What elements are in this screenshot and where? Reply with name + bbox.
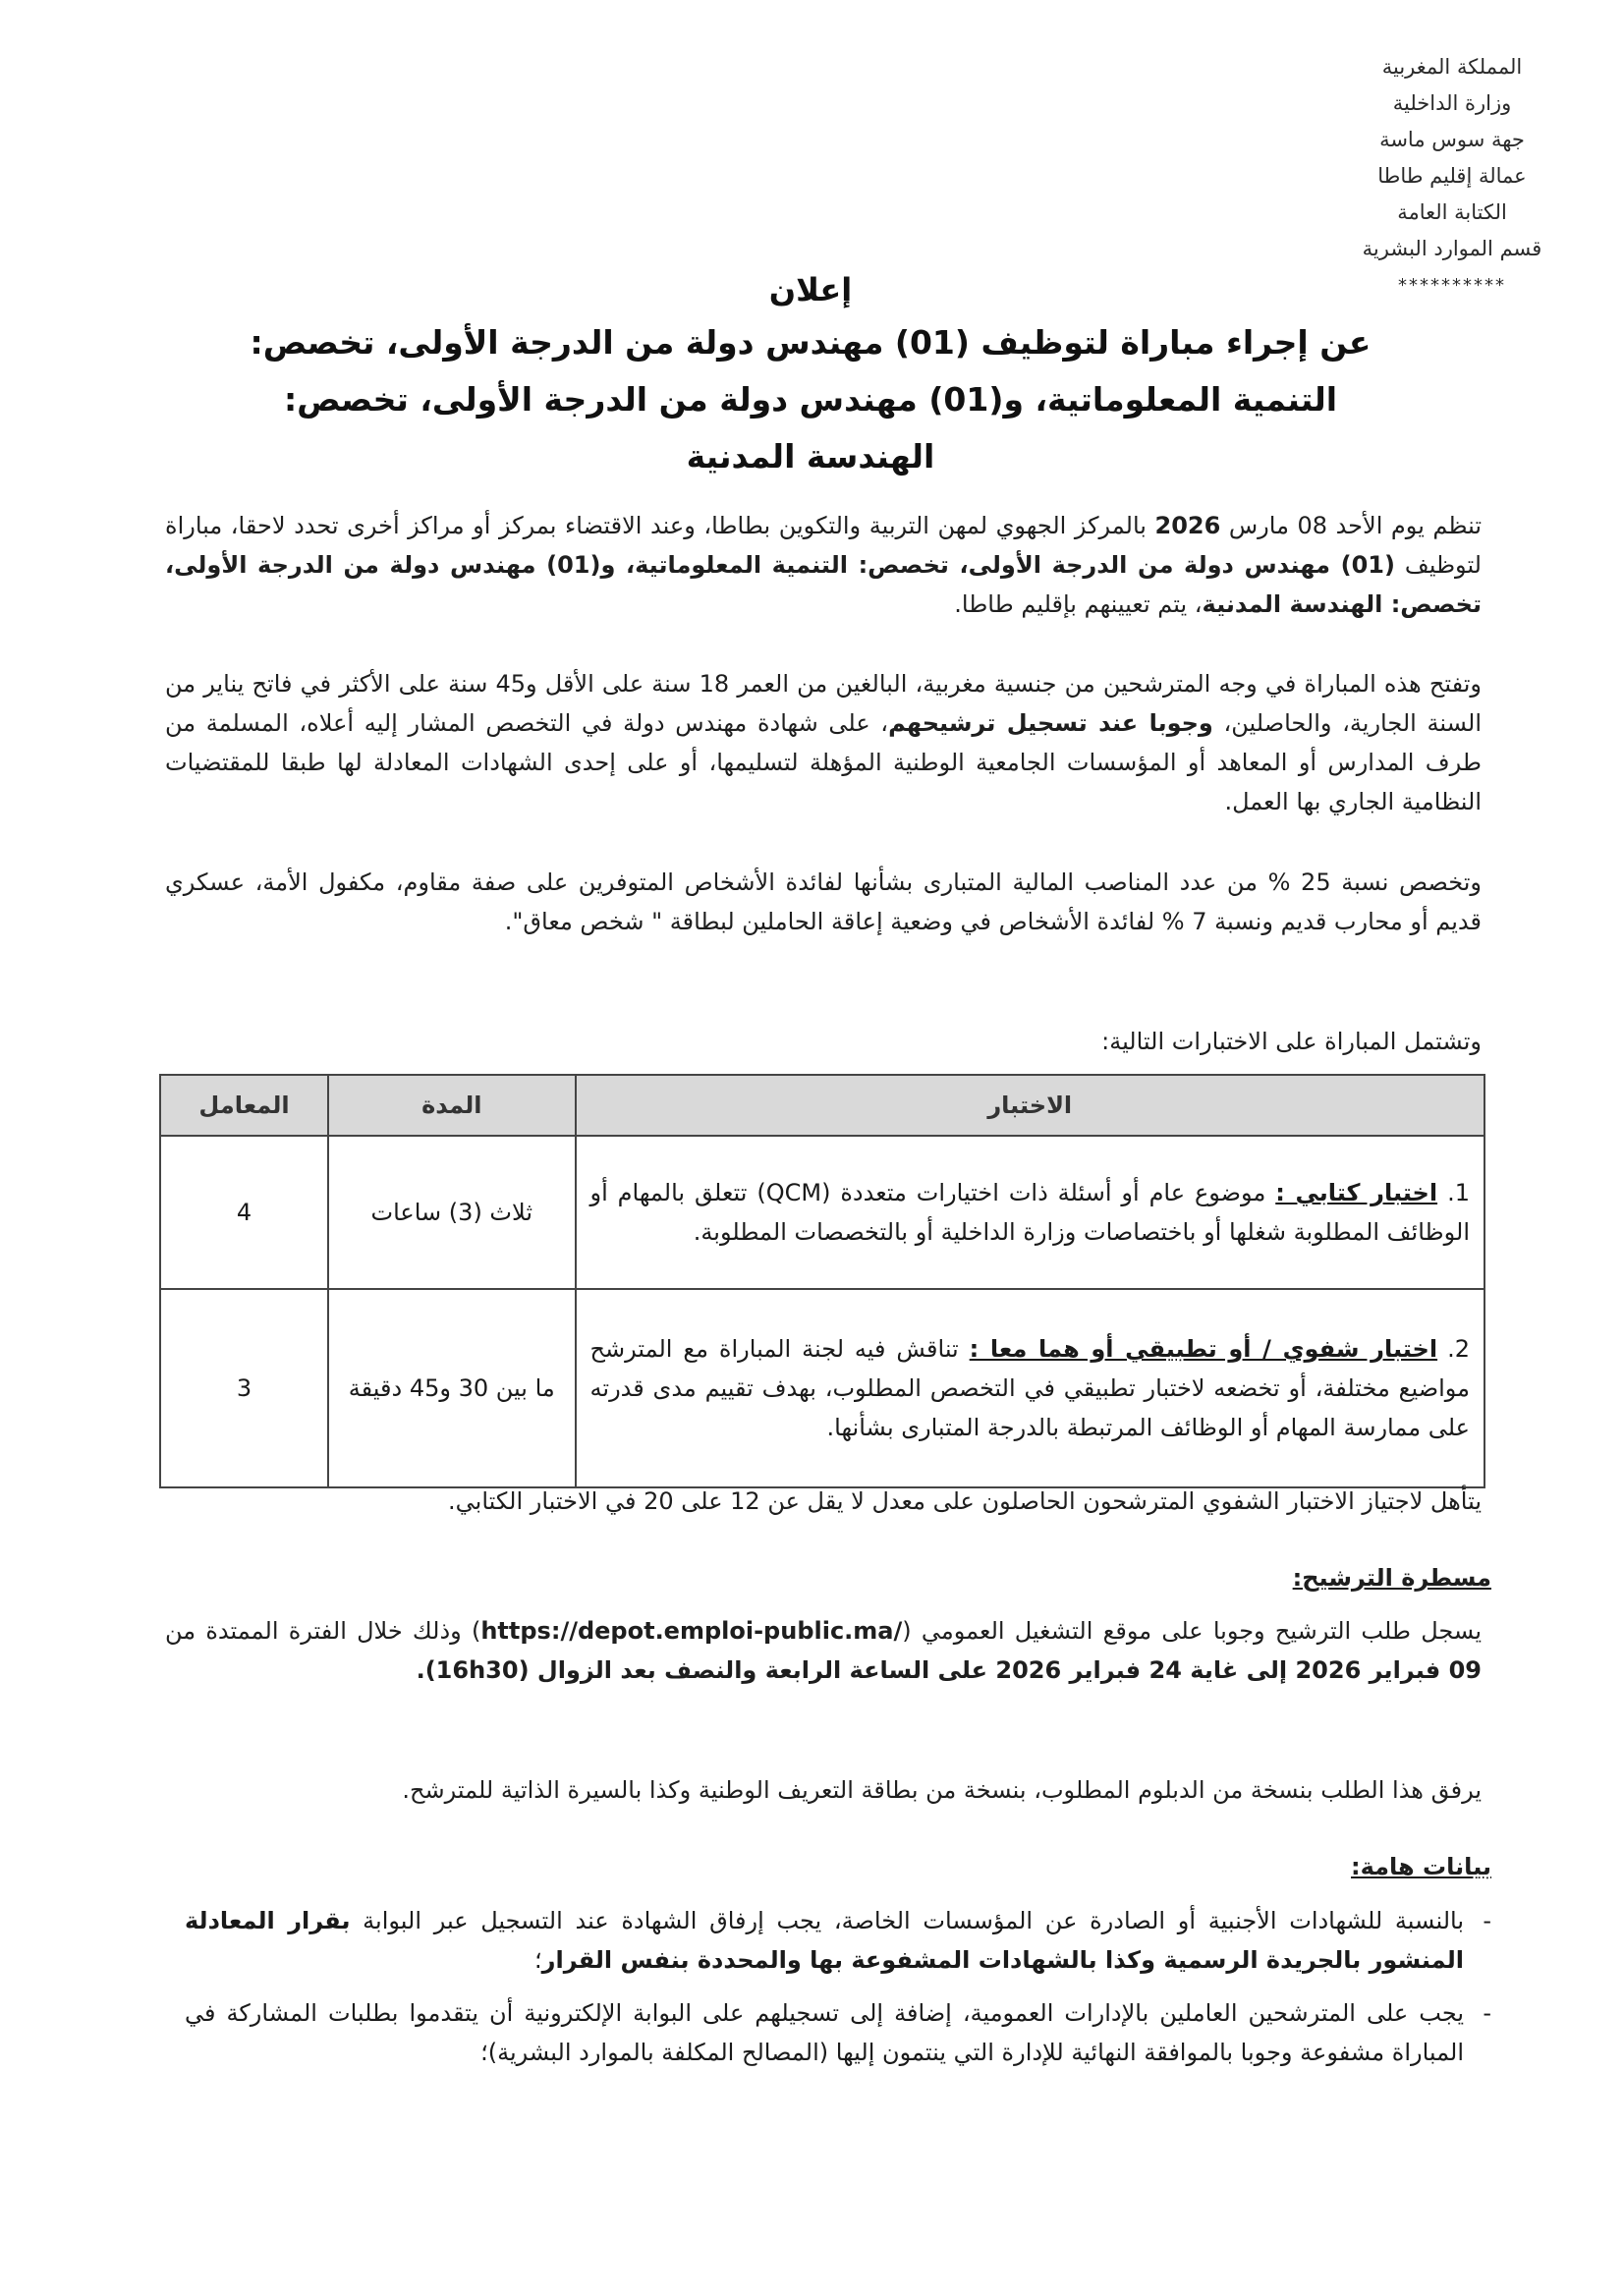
test-number: 1. [1447, 1179, 1470, 1206]
title-line-3: الهندسة المدنية [686, 437, 935, 476]
section-heading-notes: بيانات هامة: [1351, 1853, 1491, 1880]
text-span: ) وذلك خلال الفترة الممتدة من [165, 1617, 481, 1645]
bold-positions: (01) مهندس دولة من الدرجة الأولى، تخصص: التنمية المعلوماتية، و(01) مهندس دولة من الدرجة الأولى، تخصص: الهندسة المدنية [165, 551, 1482, 618]
header-prefecture: عمالة إقليم طاطا [1377, 164, 1527, 188]
text-span: ؛ [534, 1946, 542, 1974]
announcement-title [167, 265, 1454, 485]
paragraph-tests-intro: وتشتمل المباراة على الاختبارات التالية: [1101, 1028, 1482, 1055]
test-duration: ما بين 30 و45 دقيقة [328, 1289, 575, 1487]
test-duration: ثلاث (3) ساعات [328, 1136, 575, 1289]
test-name: اختبار كتابي : [1275, 1179, 1438, 1206]
paragraph-attachments: يرفق هذا الطلب بنسخة من الدبلوم المطلوب، بنسخة من بطاقة التعريف الوطنية وكذا بالسيرة الذاتية للمترشح. [402, 1776, 1482, 1804]
test-description [576, 1289, 1484, 1487]
paragraph-qualification: يتأهل لاجتياز الاختبار الشفوي المترشحون الحاصلون على معدل لا يقل عن 12 على 20 في الاختبار الكتابي. [448, 1487, 1482, 1515]
header-region: جهة سوس ماسة [1379, 128, 1525, 151]
text-span: تنظم يوم الأحد 08 مارس [1220, 512, 1483, 539]
text-span: ، يتم تعيينهم بإقليم طاطا. [954, 590, 1203, 618]
header-test: الاختبار [576, 1075, 1484, 1136]
portal-link[interactable]: https://depot.emploi-public.ma/ [480, 1617, 903, 1645]
list-item [185, 1901, 1491, 1980]
header-secretariat: الكتابة العامة [1397, 200, 1507, 224]
text-span: يسجل طلب الترشيح وجوبا على موقع التشغيل العمومي ( [902, 1617, 1482, 1645]
bullet-dash: - [1483, 1907, 1491, 1934]
bold-equivalence: بقرار المعادلة المنشور بالجريدة الرسمية وكذا بالشهادات المشفوعة بها والمحددة بنفس القرار [185, 1907, 1464, 1974]
header-hr-division: قسم الموارد البشرية [1362, 237, 1542, 260]
header-coefficient: المعامل [160, 1075, 328, 1136]
bullet-dash: - [1483, 1999, 1491, 2027]
table-header-row [160, 1075, 1484, 1136]
bold-mandatory: وجوبا عند تسجيل ترشيحهم [888, 709, 1213, 737]
header-kingdom: المملكة المغربية [1381, 55, 1523, 79]
test-text: موضوع عام أو أسئلة ذات اختيارات متعددة (QCM) تتعلق بالمهام أو الوظائف المطلوبة شغلها أو باختصاصات وزارة الداخلية أو بالتخصصات المطلوبة. [589, 1179, 1470, 1246]
bold-year: 2026 [1154, 512, 1221, 539]
test-coefficient: 4 [160, 1136, 328, 1289]
table-row [160, 1289, 1484, 1487]
test-number: 2. [1447, 1335, 1471, 1363]
text-span: يجب على المترشحين العاملين بالإدارات العمومية، إضافة إلى تسجيلهم على البوابة الإلكترونية أن يتقدموا بطلبات المشاركة في المباراة مشفوعة وجوبا بالموافقة النهائية للإدارة التي ينتمون إليها (المصالح المكلفة بالموارد البشرية)؛ [185, 1999, 1464, 2066]
table-row [160, 1136, 1484, 1289]
tests-table [159, 1074, 1485, 1488]
section-heading-application: مسطرة الترشيح: [1292, 1564, 1491, 1592]
test-description [576, 1136, 1484, 1289]
text-span: بالمركز الجهوي لمهن التربية والتكوين بطاطا، وعند الاقتضاء بمركز أو مراكز أخرى تحدد لاحقا، مباراة لتوظيف [165, 512, 1482, 579]
test-text: تناقش فيه لجنة المباراة مع المترشح مواضيع مختلفة، أو تخضعه لاختبار تطبيقي في التخصص المطلوب، بهدف تقييم مدى قدرته على ممارسة المهام أو الوظائف المرتبطة بالدرجة المتبارى بشأنها. [589, 1335, 1470, 1441]
header-ministry: وزارة الداخلية [1392, 91, 1512, 115]
title-word: إعلان [768, 271, 853, 308]
paragraph-application [165, 1611, 1482, 1690]
paragraph-quota: وتخصص نسبة 25 % من عدد المناصب المالية المتبارى بشأنها لفائدة الأشخاص المتوفرين على صفة مقاوم، مكفول الأمة، عسكري قديم أو محارب قديم ونسبة 7 % لفائدة الأشخاص في وضعية إعاقة الحاملين لبطاقة " شخص معاق". [165, 868, 1483, 935]
bold-deadline: 09 فبراير 2026 إلى غاية 24 فبراير 2026 على الساعة الرابعة والنصف بعد الزوال (16h30). [416, 1656, 1482, 1684]
title-line-2: التنمية المعلوماتية، و(01) مهندس دولة من الدرجة الأولى، تخصص: [283, 380, 1338, 419]
test-coefficient: 3 [160, 1289, 328, 1487]
paragraph-exam-date [165, 506, 1482, 624]
test-name: اختبار شفوي / أو تطبيقي أو هما معا : [969, 1335, 1438, 1363]
header-stars: ********** [1398, 275, 1506, 296]
title-line-1: عن إجراء مباراة لتوظيف (01) مهندس دولة من الدرجة الأولى، تخصص: [250, 323, 1372, 362]
paragraph-eligibility [165, 664, 1482, 821]
header-duration: المدة [328, 1075, 575, 1136]
text-span: وتفتح هذه المباراة في وجه المترشحين من جنسية مغربية، البالغين من العمر 18 سنة على الأقل و45 سنة على الأكثر في فاتح يناير من السنة الجارية، والحاصلين، [165, 670, 1483, 737]
list-item [185, 1993, 1491, 2072]
notes-list [185, 1901, 1491, 2086]
text-span: ، على شهادة مهندس دولة في التخصص المشار إليه أعلاه، المسلمة من طرف المدارس أو المعاهد أو المؤسسات الجامعية الوطنية المؤهلة لتسليمها، أو على إحدى الشهادات المعادلة لها طبقا للمقتضيات النظامية الجاري بها العمل. [165, 709, 1482, 815]
text-span: بالنسبة للشهادات الأجنبية أو الصادرة عن المؤسسات الخاصة، يجب إرفاق الشهادة عند التسجيل عبر البوابة [350, 1907, 1464, 1934]
